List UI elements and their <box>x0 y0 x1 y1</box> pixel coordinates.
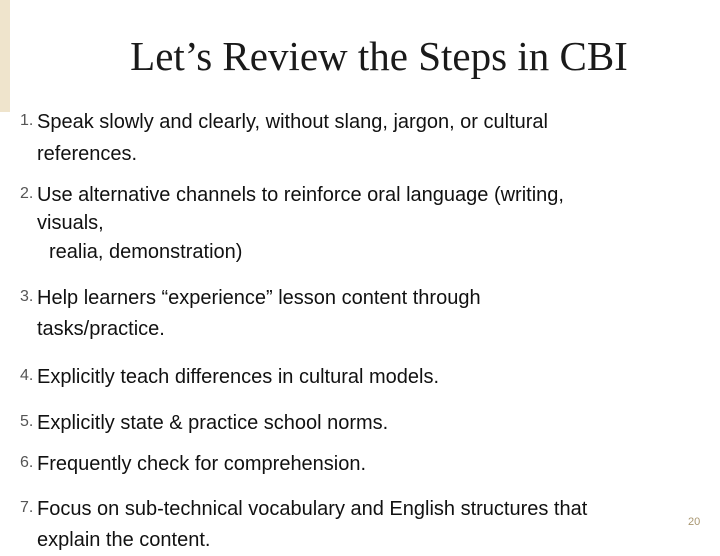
item-text-line: Frequently check for comprehension. <box>37 453 367 475</box>
item-text-line: realia, demonstration) <box>49 241 243 263</box>
item-text-line: tasks/practice. <box>37 318 165 340</box>
page-number: 20 <box>688 516 701 528</box>
item-text-line: Use alternative channels to reinforce oral language (writing, <box>37 184 564 206</box>
item-text-line: Focus on sub-technical vocabulary and English structures that <box>37 498 588 520</box>
item-text-line: visuals, <box>37 212 104 234</box>
item-text-line: Help learners “experience” lesson content through <box>37 287 481 309</box>
item-number: 6. <box>20 454 34 471</box>
item-text-line: Explicitly state & practice school norms. <box>37 412 389 434</box>
item-text-line: references. <box>37 143 138 165</box>
item-number: 3. <box>20 288 34 305</box>
item-text-line: Explicitly teach differences in cultural models. <box>37 366 440 388</box>
item-number: 5. <box>20 413 34 430</box>
item-text-line: Speak slowly and clearly, without slang, jargon, or cultural <box>37 111 548 133</box>
item-number: 2. <box>20 185 34 202</box>
item-number: 1. <box>20 112 34 129</box>
slide-title: Let’s Review the Steps in CBI <box>130 33 628 79</box>
item-number: 4. <box>20 367 34 384</box>
item-number: 7. <box>20 499 34 516</box>
item-text-line: explain the content. <box>37 529 211 551</box>
